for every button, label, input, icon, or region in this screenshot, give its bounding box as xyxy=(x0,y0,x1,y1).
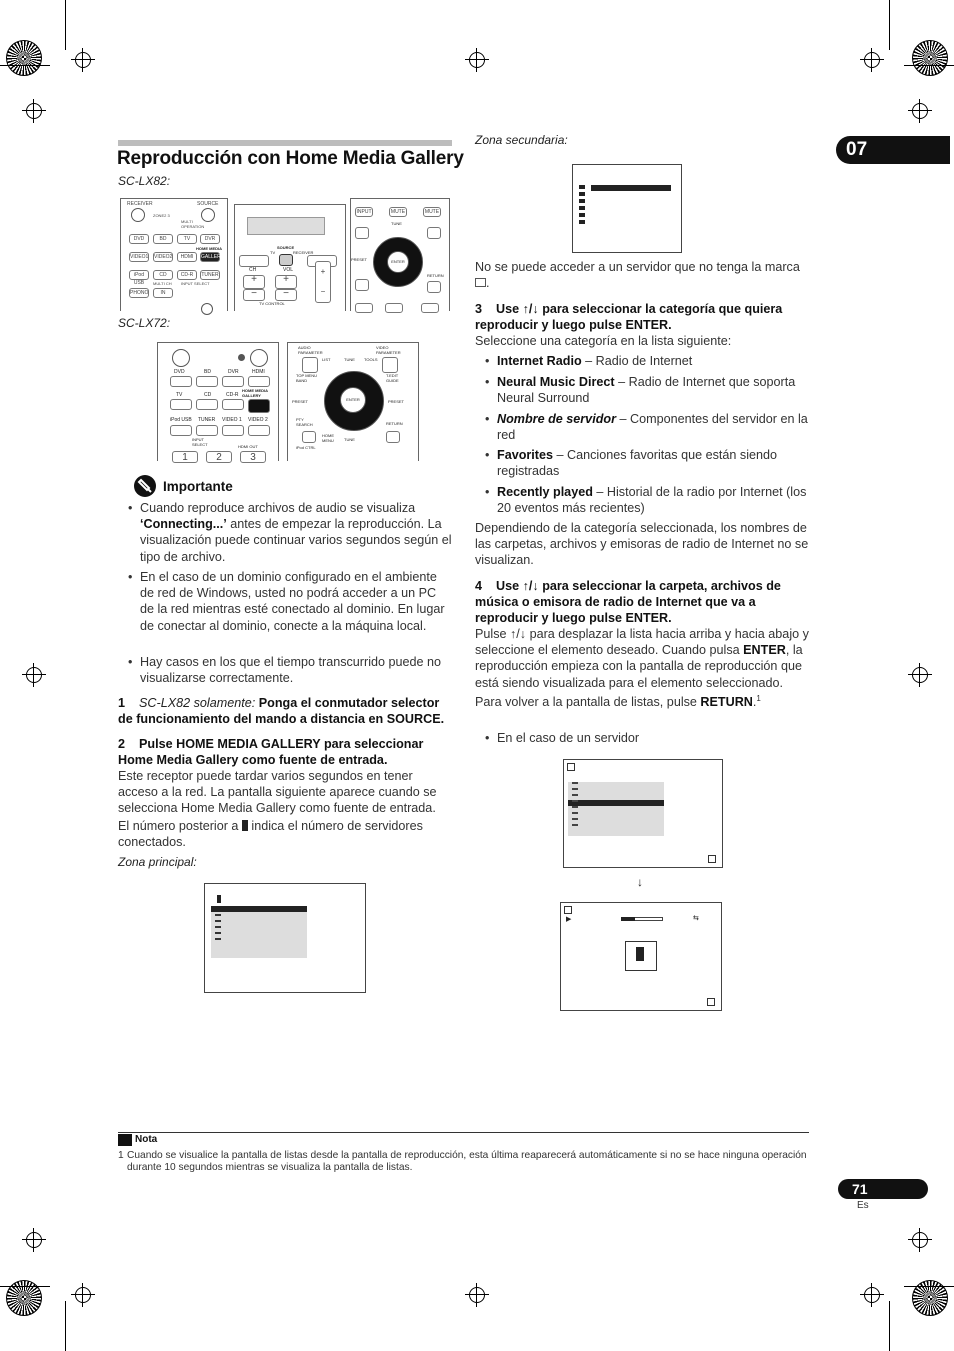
remote-lx72-illustration: DVD BD DVR HDMI TV CD CD-R HOME MEDIA GALLERY iPod USB TUNER VIDEO 1 VIDEO 2 INPUT SELECT HDMI OUT 1 2 3 AUDIO PARAMETER VIDEO PARAMETER LIST TUNE TOOLS TOP MENU BAND T.EDIT GUIDE ENTER PRESET PRESET PTY SEARCH RETURN HOME MENU TUNE iPod CTRL xyxy=(157,342,417,460)
crosshair-icon xyxy=(22,1228,46,1252)
page-title: Reproducción con Home Media Gallery xyxy=(117,148,464,169)
section-rule xyxy=(118,140,452,146)
playback-screen: ▶ ⇆ xyxy=(560,902,722,1011)
no-server-note: No se puede acceder a un servidor que no tenga la marca . xyxy=(475,260,800,291)
crop-mark xyxy=(889,0,890,50)
footnote-rule xyxy=(118,1132,809,1133)
category-item: • Internet Radio – Radio de Internet xyxy=(497,353,809,369)
crop-mark xyxy=(65,0,66,50)
crop-mark xyxy=(904,65,954,66)
category-item: • Favorites – Canciones favoritas que están siendo registradas xyxy=(497,447,809,479)
registration-target-icon xyxy=(912,40,948,76)
category-item: • Neural Music Direct – Radio de Internet que soporta Neural Surround xyxy=(497,374,809,406)
chapter-tab: 07 xyxy=(836,136,950,164)
crosshair-icon xyxy=(908,99,932,123)
step-4: 4 Use ↑/↓ para seleccionar la carpeta, archivos de música o emisora de radio de Internet que va a reproducir y luego pulse ENTER. xyxy=(475,579,781,625)
page-number: 71 xyxy=(838,1179,928,1199)
language-code: Es xyxy=(857,1200,869,1211)
step-1: 1 SC-LX82 solamente: Ponga el conmutador selector de funcionamiento del mando a distancia en SOURCE. xyxy=(118,696,445,726)
main-zone-screen xyxy=(204,883,366,993)
crosshair-icon xyxy=(860,1283,884,1307)
category-note: Dependiendo de la categoría seleccionada, los nombres de las carpetas, archivos y emisoras de radio de Internet no se visualizan. xyxy=(475,521,809,568)
crosshair-icon xyxy=(908,1228,932,1252)
step-2-body-2: El número posterior a indica el número de servidores conectados. xyxy=(118,819,423,850)
step-2-body: Este receptor puede tardar varios segundos en tener acceso a la red. La pantalla siguiente aparece cuando se selecciona Home Media Gallery como fuente de entrada. xyxy=(118,769,437,816)
crop-mark xyxy=(889,1301,890,1351)
crosshair-icon xyxy=(465,1283,489,1307)
important-heading: Importante xyxy=(163,479,233,494)
list-screen xyxy=(563,759,723,868)
main-zone-label: Zona principal: xyxy=(118,855,197,869)
footnote-number: 1 xyxy=(118,1150,124,1161)
crosshair-icon xyxy=(908,663,932,687)
crop-mark xyxy=(0,65,50,66)
model-label-lx82: SC-LX82: xyxy=(118,174,171,188)
server-bullet: • En el caso de un servidor xyxy=(497,730,809,746)
crosshair-icon xyxy=(22,99,46,123)
step-4-body: Pulse ↑/↓ para desplazar la lista hacia arriba y hacia abajo y seleccione el elemento deseado. Cuando pulsa ENTER, la reproducción empieza con la pantalla de reproducción que está siendo visualizada para el elemento seleccionado. Para volver a la pantalla de listas, pulse RETURN.$^1$ xyxy=(475,627,809,709)
second-zone-label: Zona secundaria: xyxy=(475,133,568,147)
crosshair-icon xyxy=(860,48,884,72)
down-arrow-icon: ↓ xyxy=(637,875,643,889)
note-icon xyxy=(118,1134,132,1146)
server-icon xyxy=(242,820,248,831)
crop-mark xyxy=(904,1286,954,1287)
crosshair-icon xyxy=(71,48,95,72)
crosshair-icon xyxy=(22,663,46,687)
registration-target-icon xyxy=(6,40,42,76)
model-label-lx72: SC-LX72: xyxy=(118,316,171,330)
step-3: 3 Use ↑/↓ para seleccionar la categoría que quiera reproducir y luego pulse ENTER. xyxy=(475,302,783,332)
important-bullet: • Cuando reproduce archivos de audio se visualiza ‘Connecting...’ antes de empezar la reproducción. La visualización puede continuar varios segundos según el tipo de archivo. xyxy=(140,500,452,565)
remote-lx82-illustration: RECEIVER SOURCE ZONE2 3 MULTI OPERATION DVD BD TV DVR HOME MEDIA VIDEO1 VIDEO2 HDMI GALLERY iPod USB CD CD-R TUNER MULTI CH INPUT SELECT PHONO IN SOURCE TV RECEIVER CH VOL + + − − + − TV CONTROL INPUT MUTE MUTE TUNE ENTER PRESET RETURN xyxy=(120,198,448,310)
category-item: • Recently played – Historial de la radio por Internet (los 20 eventos más recientes) xyxy=(497,484,809,516)
crosshair-icon xyxy=(71,1283,95,1307)
important-icon xyxy=(134,475,156,497)
step-2: 2 Pulse HOME MEDIA GALLERY para seleccionar Home Media Gallery como fuente de entrada. xyxy=(118,737,424,767)
crosshair-icon xyxy=(465,48,489,72)
step-3-body: Seleccione una categoría en la lista siguiente: xyxy=(475,334,732,348)
crop-mark xyxy=(0,1286,50,1287)
footnote-text: Cuando se visualice la pantalla de listas desde la pantalla de reproducción, esta última reaparecerá automáticamente si no se hace ninguna operación durante 10 segundos mientras se visualiza la pantalla de listas. xyxy=(127,1150,807,1173)
note-label: Nota xyxy=(135,1134,158,1145)
server-mark-icon xyxy=(475,278,486,287)
crop-mark xyxy=(65,1301,66,1351)
important-bullet: • Hay casos en los que el tiempo transcurrido puede no visualizarse correctamente. xyxy=(140,654,452,686)
important-bullet: • En el caso de un dominio configurado en el ambiente de red de Windows, usted no podrá acceder a un PC de la red mientras esté conectado al dominio. En lugar de conectar al dominio, conecte a la máquina local. xyxy=(140,569,452,634)
second-zone-screen xyxy=(572,164,682,253)
category-item: • Nombre de servidor – Componentes del servidor en la red xyxy=(497,411,809,443)
